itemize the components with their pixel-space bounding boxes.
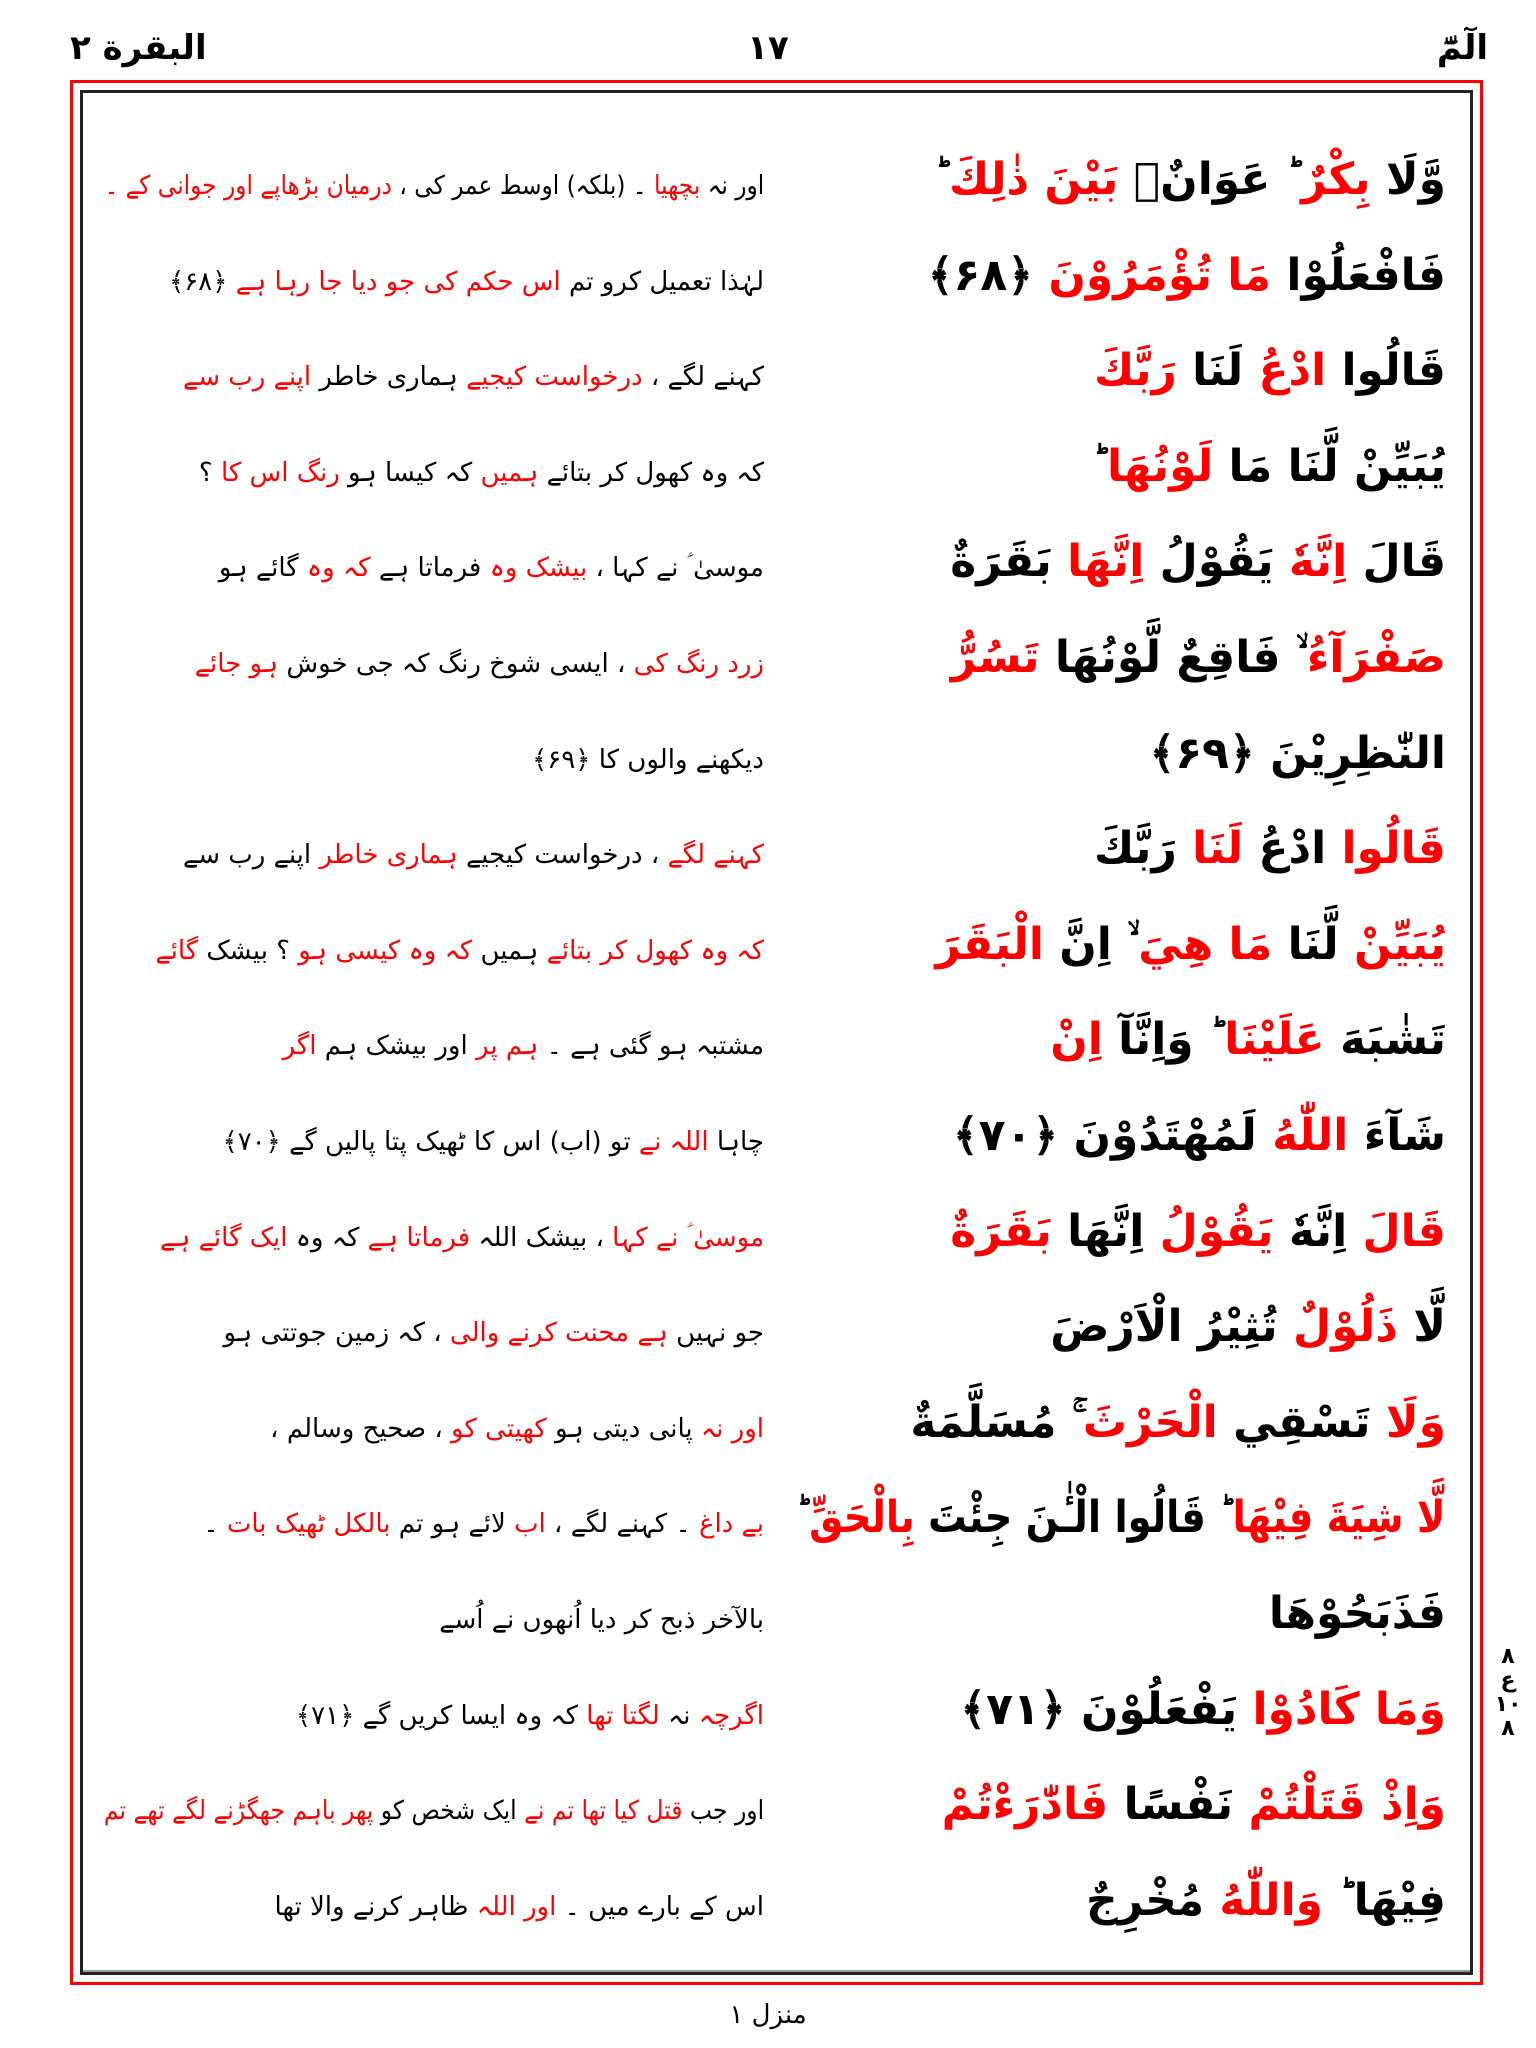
arabic-text-segment: لَّنَا — [1272, 918, 1354, 970]
urdu-text-segment: اگرچہ — [698, 1700, 764, 1731]
arabic-text-segment: مَا تُؤْمَرُوْنَ — [1048, 249, 1272, 301]
urdu-text-segment: بالآخر ذبح کر دیا اُنھوں نے اُسے — [439, 1605, 764, 1635]
urdu-text-segment: ؟ — [198, 457, 221, 488]
ruku-marker-part: ع — [1500, 1668, 1516, 1693]
urdu-translation-line — [104, 1580, 764, 1660]
arabic-verse-line — [796, 1566, 1446, 1662]
arabic-verse-line — [796, 992, 1446, 1088]
arabic-text-segment: يَقُوْلُ — [1159, 1205, 1274, 1257]
arabic-text-segment: يُبَيِّنْ — [1353, 918, 1446, 970]
urdu-text-segment: ہم پر — [475, 1031, 539, 1062]
arabic-text-segment: يُبَيِّنْ لَّنَا — [1272, 440, 1446, 492]
urdu-text-segment: ، بیشک اللہ — [470, 1222, 613, 1253]
arabic-text-segment: ؕ — [1091, 440, 1108, 492]
urdu-line-text — [104, 146, 764, 226]
urdu-line-text — [222, 1102, 764, 1182]
urdu-text-segment: اپنے رب سے — [183, 840, 320, 871]
arabic-text-segment: يَفْعَلُوْنَ — [1080, 1683, 1253, 1735]
arabic-text-segment: ﴿۷۱﴾ — [960, 1683, 1081, 1735]
urdu-text-segment: چاہا — [708, 1127, 764, 1157]
arabic-text-segment: وَاِذْ — [1380, 1779, 1446, 1831]
urdu-text-segment: ﴿۶۹﴾ — [532, 744, 599, 775]
verse-line-row — [84, 610, 1466, 706]
arabic-verse-line — [796, 514, 1446, 610]
ruku-marker — [1488, 1645, 1528, 1741]
arabic-text-segment: بِالْحَقِّ — [809, 1492, 916, 1544]
urdu-text-segment: درمیان بڑھاپے اور جوانی کے ۔ — [104, 171, 392, 201]
urdu-text-segment: موسیٰ ؑ نے کہا — [612, 1222, 764, 1253]
urdu-text-segment: اور نہ — [700, 1413, 764, 1444]
urdu-text-segment: کہنے لگے — [667, 840, 764, 871]
urdu-line-text — [224, 1293, 764, 1373]
arabic-text-segment: فَذَبَحُوْهَا — [1268, 1588, 1446, 1639]
urdu-text-segment: ایک گائے ہے — [159, 1222, 288, 1253]
arabic-text-segment: بَقَرَةٌ — [950, 536, 1068, 588]
arabic-text-segment: وَّلَا — [1370, 154, 1446, 205]
arabic-verse-line — [796, 1470, 1446, 1566]
urdu-translation-line — [104, 1293, 764, 1373]
surah-name: البقرة ٢ — [70, 28, 207, 68]
arabic-verse-line — [796, 1375, 1446, 1471]
verse-line-row — [84, 897, 1466, 993]
juz-name: الٓمّٓ — [1436, 28, 1488, 68]
arabic-text-segment: لَّا شِيَةَ فِيْهَا — [1233, 1492, 1446, 1544]
arabic-line-text — [935, 897, 1446, 993]
urdu-text-segment: کہ کیسا ہو — [339, 457, 481, 488]
urdu-text-segment: کہ وہ کھول کر بتائے — [546, 935, 764, 966]
verse-line-row — [84, 1279, 1466, 1375]
arabic-line-text — [910, 1375, 1446, 1471]
urdu-line-text — [183, 337, 764, 417]
verse-line-row — [84, 1470, 1466, 1566]
arabic-text-segment: ؕ — [1323, 1874, 1354, 1926]
arabic-text-segment: يَقُوْلُ — [1144, 536, 1289, 588]
urdu-line-text — [195, 624, 764, 704]
urdu-text-segment: ایک شخص کو — [373, 1796, 524, 1827]
arabic-text-segment: ؕ — [933, 154, 949, 205]
arabic-text-segment: تُثِيْرُ الْاَرْضَ — [1050, 1301, 1294, 1353]
urdu-text-segment: ہے محنت کرنے والی — [449, 1318, 668, 1349]
arabic-text-segment: اِنَّهٗ — [1273, 1205, 1363, 1257]
verse-line-row — [84, 706, 1466, 802]
arabic-verse-line — [796, 897, 1446, 993]
arabic-line-text — [1094, 801, 1446, 897]
arabic-text-segment: فَافْعَلُوْا — [1271, 249, 1446, 301]
urdu-text-segment: کہنے لگے ، — [642, 362, 764, 393]
verse-line-row — [84, 1184, 1466, 1280]
urdu-text-segment: ہماری خاطر — [319, 840, 458, 871]
urdu-text-segment: اپنے رب سے — [183, 362, 312, 393]
urdu-text-segment: کہ وہ کیسی ہو — [298, 935, 473, 966]
urdu-line-text — [199, 433, 764, 513]
arabic-text-segment: بِكْرٌ — [1301, 154, 1371, 205]
urdu-text-segment: فرماتا ہے — [370, 553, 490, 584]
arabic-line-text — [934, 132, 1446, 228]
arabic-line-text — [796, 1470, 1446, 1566]
urdu-translation-line — [104, 433, 764, 513]
urdu-text-segment: ؟ بیشک — [198, 935, 299, 966]
urdu-text-segment: اور جب — [682, 1796, 764, 1827]
urdu-text-segment: اب — [514, 1509, 546, 1540]
arabic-text-segment: اِنَّهَا — [1051, 1205, 1160, 1257]
arabic-line-text — [1092, 419, 1446, 515]
urdu-text-segment: فرماتا ہے — [367, 1222, 471, 1253]
arabic-verse-line — [796, 1184, 1446, 1280]
urdu-text-segment: اس حکم کی جو دیا جا رہا ہے — [235, 266, 561, 297]
arabic-text-segment: نَفْسًا — [1108, 1779, 1234, 1831]
arabic-text-segment: كَادُوْا — [1252, 1683, 1360, 1735]
urdu-text-segment: جو نہیں — [667, 1318, 764, 1349]
urdu-text-segment: کہ وہ کھول کر بتائے — [538, 457, 764, 488]
urdu-text-segment: اور بیشک ہم — [316, 1031, 476, 1062]
urdu-text-segment: ، صحیح وسالم ، — [270, 1413, 451, 1444]
arabic-verse-line — [796, 419, 1446, 515]
verse-line-row — [84, 992, 1466, 1088]
urdu-line-text — [219, 528, 764, 608]
urdu-line-text — [532, 720, 764, 800]
arabic-text-segment: ۚ مُسَلَّمَةٌ — [910, 1396, 1083, 1448]
manzil-footer: منزل ١ — [729, 2000, 807, 2030]
verse-line-row — [84, 132, 1466, 228]
urdu-text-segment: ہماری خاطر — [311, 362, 467, 393]
arabic-line-text — [1050, 1279, 1446, 1375]
verse-line-row — [84, 514, 1466, 610]
urdu-text-segment: بچھیا — [653, 171, 701, 201]
urdu-line-text — [439, 1580, 764, 1660]
urdu-translation-line — [104, 1771, 764, 1851]
urdu-text-segment: اگر — [282, 1031, 317, 1062]
urdu-text-segment: کہ وہ — [306, 553, 371, 584]
urdu-translation-line — [104, 242, 764, 322]
arabic-line-text — [950, 514, 1446, 610]
urdu-text-segment: ﴿۷۰﴾ — [222, 1127, 290, 1157]
arabic-line-text — [1269, 1566, 1446, 1662]
verse-line-row — [84, 1375, 1466, 1471]
urdu-text-segment: رنگ اس کا — [220, 457, 340, 488]
urdu-translation-line — [104, 337, 764, 417]
urdu-text-segment: اور اللہ — [476, 1891, 557, 1922]
arabic-text-segment: قَتَلْتُمْ — [1233, 1779, 1381, 1831]
urdu-line-text — [183, 815, 764, 895]
arabic-line-text — [1094, 323, 1446, 419]
urdu-translation-line — [104, 1102, 764, 1182]
arabic-line-text — [950, 1184, 1446, 1280]
urdu-text-segment: اللہ نے — [638, 1127, 709, 1157]
urdu-line-text — [169, 242, 764, 322]
arabic-text-segment: قَالُوا — [1341, 823, 1446, 875]
arabic-text-segment: رَبَّكَ — [1093, 345, 1177, 397]
arabic-text-segment: ﴿۶۹﴾ — [1149, 727, 1271, 779]
arabic-text-segment: قَالُوا — [1326, 345, 1446, 397]
urdu-text-segment: زرد رنگ کی — [633, 649, 764, 679]
arabic-verse-line — [796, 1853, 1446, 1949]
arabic-text-segment: اِنَّهٗ — [1288, 536, 1348, 588]
arabic-text-segment: ۙ اِنَّ — [1043, 918, 1139, 970]
arabic-verse-line — [796, 1279, 1446, 1375]
urdu-line-text — [270, 1389, 764, 1469]
urdu-text-segment: ہمیں — [472, 935, 547, 966]
urdu-translation-line — [104, 1198, 764, 1278]
urdu-text-segment: دیکھنے والوں کا — [598, 744, 764, 775]
arabic-line-text — [1050, 992, 1446, 1088]
arabic-text-segment: الْحَرْثَ — [1082, 1396, 1218, 1448]
page-number: ١٧ — [747, 28, 789, 68]
arabic-text-segment: ﴿۷۰﴾ — [952, 1110, 1074, 1161]
arabic-text-segment: لَنَا — [1192, 823, 1244, 875]
urdu-text-segment: لگتا تھا — [586, 1700, 660, 1731]
ruku-marker-part: ٨ — [1501, 1644, 1515, 1669]
urdu-line-text — [296, 1676, 764, 1756]
arabic-line-text — [953, 1088, 1446, 1184]
urdu-line-text — [275, 1867, 764, 1947]
urdu-line-text — [203, 1484, 764, 1564]
arabic-text-segment: وَمَا — [1359, 1683, 1446, 1735]
arabic-line-text — [951, 610, 1446, 706]
urdu-translation-line — [104, 1006, 764, 1086]
arabic-text-segment: تَشٰبَهَ — [1324, 1014, 1446, 1066]
arabic-text-segment: رَبَّكَ — [1093, 823, 1193, 875]
urdu-text-segment: ، ایسی شوخ رنگ کہ جی خوش — [278, 649, 634, 679]
urdu-text-segment: اور نہ — [700, 171, 764, 201]
verse-line-row — [84, 1853, 1466, 1949]
arabic-text-segment: لَمُهْتَدُوْنَ — [1073, 1110, 1273, 1161]
urdu-translation-line — [104, 1867, 764, 1947]
urdu-text-segment: موسیٰ ؑ نے کہا ، — [587, 553, 764, 584]
arabic-text-segment: تَسْقِي — [1217, 1396, 1386, 1448]
arabic-text-segment: وَلَا — [1385, 1396, 1446, 1448]
ruku-marker-part: ٨ — [1501, 1716, 1515, 1741]
arabic-text-segment: ؕ عَوَانٌۢ — [1118, 154, 1302, 205]
urdu-translation-line — [104, 815, 764, 895]
arabic-verse-line — [796, 323, 1446, 419]
arabic-text-segment: النّٰظِرِيْنَ — [1270, 727, 1446, 779]
arabic-line-text — [928, 228, 1446, 324]
arabic-line-text — [942, 1757, 1446, 1853]
arabic-text-segment: ﴿۶۸﴾ — [927, 249, 1049, 301]
arabic-verse-line — [796, 1088, 1446, 1184]
arabic-verse-line — [796, 132, 1446, 228]
verse-line-row — [84, 228, 1466, 324]
urdu-text-segment: اس کے بارے میں ۔ — [556, 1891, 764, 1922]
urdu-line-text — [104, 1771, 764, 1851]
urdu-text-segment: ہو جائے — [194, 649, 279, 679]
verse-line-row — [84, 1088, 1466, 1184]
urdu-translation-line — [104, 528, 764, 608]
arabic-text-segment: ؕ قَالُوا الْـٰٔنَ جِئْتَ — [915, 1492, 1234, 1544]
arabic-text-segment: اِنْ — [1050, 1014, 1103, 1066]
urdu-text-segment: ۔ کہنے لگے ، — [545, 1509, 699, 1540]
arabic-text-segment: بَيْنَ ذٰلِكَ — [948, 154, 1119, 205]
urdu-translation-line — [104, 911, 764, 991]
arabic-verse-line — [796, 706, 1446, 802]
arabic-text-segment: مُخْرِجٌ — [1086, 1874, 1220, 1926]
verse-line-row — [84, 1757, 1466, 1853]
arabic-text-segment: ادْعُ — [1258, 345, 1327, 397]
urdu-text-segment: پانی دیتی ہو — [546, 1413, 701, 1444]
urdu-translation-line — [104, 720, 764, 800]
arabic-text-segment: وَاللّٰهُ — [1219, 1874, 1324, 1926]
arabic-text-segment: ؕ — [796, 1492, 810, 1544]
ruku-marker-part: ١٠ — [1494, 1692, 1522, 1717]
arabic-text-segment: شَآءَ — [1348, 1110, 1446, 1161]
urdu-text-segment: ہمیں — [480, 457, 539, 488]
urdu-text-segment: لائے ہو تم — [390, 1509, 515, 1540]
urdu-line-text — [160, 1198, 764, 1278]
arabic-text-segment: اِنَّهَا — [1067, 536, 1145, 588]
arabic-verse-line — [796, 1757, 1446, 1853]
arabic-verse-line — [796, 228, 1446, 324]
arabic-verse-line — [796, 610, 1446, 706]
urdu-text-segment: ۔ (بلکہ) اوسط عمر کی ، — [391, 171, 654, 201]
urdu-text-segment: بالکل ٹھیک بات — [226, 1509, 391, 1540]
arabic-verse-line — [796, 801, 1446, 897]
urdu-text-segment: ، درخواست کیجیے — [457, 840, 668, 871]
arabic-text-segment: ذَلُوْلٌ — [1293, 1301, 1398, 1353]
urdu-text-segment: تو (اب) اس کا ٹھیک پتا پالیں گے — [289, 1127, 639, 1157]
arabic-verse-line — [796, 1662, 1446, 1758]
arabic-text-segment: فِيْهَا — [1353, 1874, 1446, 1926]
urdu-text-segment: ، کہ زمین جوتتی ہو — [223, 1318, 450, 1349]
urdu-text-segment: گائے — [155, 935, 199, 966]
verse-line-row — [84, 1662, 1466, 1758]
urdu-line-text — [283, 1006, 764, 1086]
arabic-text-segment: لَّا — [1397, 1301, 1446, 1353]
urdu-text-segment: ۔ — [203, 1509, 227, 1540]
arabic-text-segment: مَا هِيَ — [1138, 918, 1273, 970]
urdu-text-segment: نہ — [659, 1700, 699, 1731]
arabic-text-segment: بَقَرَةٌ — [950, 1205, 1052, 1257]
urdu-line-text — [155, 911, 764, 991]
urdu-text-segment: بیشک وہ — [489, 553, 588, 584]
arabic-text-segment: صَفْرَآءُ — [1306, 632, 1446, 683]
arabic-text-segment: قَالَ — [1347, 536, 1446, 588]
verse-line-row — [84, 801, 1466, 897]
urdu-text-segment: ﴿۶۸﴾ — [169, 266, 236, 297]
urdu-text-segment: کہ وہ ایسا کریں گے — [362, 1700, 587, 1731]
urdu-translation-line — [104, 1676, 764, 1756]
verse-line-row — [84, 1566, 1466, 1662]
urdu-text-segment: گائے ہو — [218, 553, 307, 584]
urdu-text-segment: درخواست کیجیے — [466, 362, 643, 393]
arabic-text-segment: لَوْنُهَا — [1107, 440, 1214, 492]
arabic-text-segment: عَلَيْنَا — [1224, 1014, 1325, 1066]
urdu-text-segment: لہٰذا تعمیل کرو تم — [560, 266, 764, 297]
arabic-text-segment: ؕ وَاِنَّآ — [1102, 1014, 1225, 1066]
arabic-line-text — [960, 1662, 1446, 1758]
urdu-text-segment: ظاہر کرنے والا تھا — [274, 1891, 477, 1922]
urdu-text-segment: کھیتی کو — [450, 1413, 547, 1444]
urdu-text-segment: پھر باہم جھگڑنے لگے تھے تم — [103, 1796, 374, 1827]
arabic-text-segment: ۙ فَاقِعٌ لَّوْنُهَا — [1039, 632, 1307, 683]
urdu-text-segment: قتل کیا تھا تم نے — [523, 1796, 683, 1827]
urdu-translation-line — [104, 1484, 764, 1564]
arabic-text-segment: لَنَا — [1176, 345, 1259, 397]
urdu-translation-line — [104, 1389, 764, 1469]
verse-line-row — [84, 323, 1466, 419]
arabic-text-segment: الْبَقَرَ — [935, 918, 1044, 970]
arabic-line-text — [1149, 706, 1446, 802]
arabic-text-segment: مَا — [1213, 440, 1273, 492]
urdu-text-segment: مشتبہ ہو گئی ہے ۔ — [538, 1031, 764, 1062]
verse-line-row — [84, 419, 1466, 515]
urdu-text-segment: ﴿۷۱﴾ — [295, 1700, 363, 1731]
arabic-text-segment: قَالَ — [1362, 1205, 1446, 1257]
arabic-text-segment: اللّٰهُ — [1272, 1110, 1349, 1161]
arabic-line-text — [1086, 1853, 1446, 1949]
arabic-text-segment: ادْعُ — [1243, 823, 1342, 875]
urdu-translation-line — [104, 146, 764, 226]
urdu-translation-line — [104, 624, 764, 704]
arabic-text-segment: فَادّٰرَءْتُمْ — [941, 1779, 1109, 1831]
urdu-text-segment: کہ وہ — [287, 1222, 368, 1253]
urdu-text-segment: بے داغ — [698, 1509, 764, 1540]
arabic-text-segment: تَسُرُّ — [950, 632, 1040, 683]
